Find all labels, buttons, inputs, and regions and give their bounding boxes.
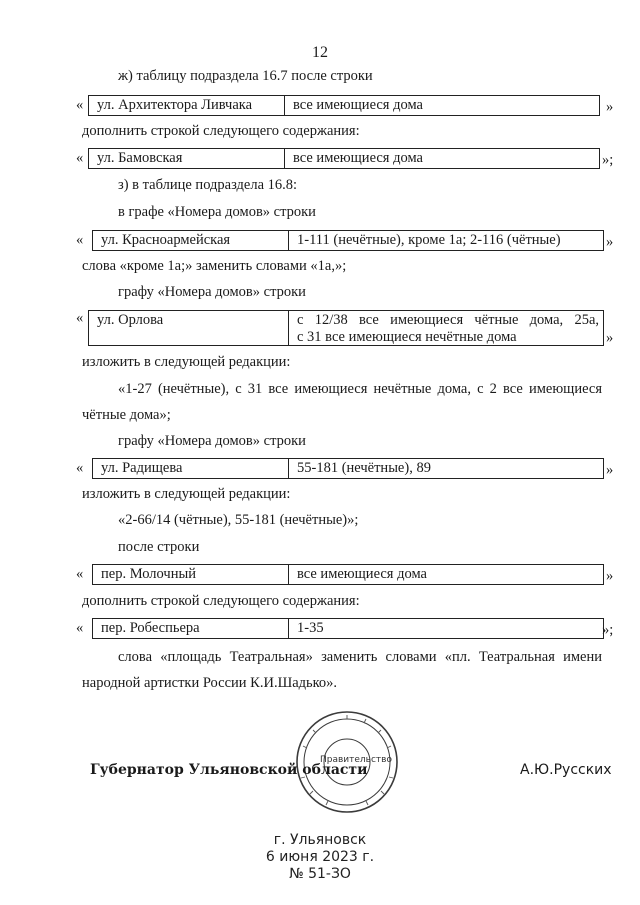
quote-open: « <box>76 460 84 476</box>
table-row <box>76 310 614 346</box>
quote-open: « <box>76 232 84 248</box>
quote-close: » <box>606 568 614 584</box>
quote-close: » <box>606 99 614 115</box>
table-row <box>76 564 614 584</box>
quote-open: « <box>76 620 84 636</box>
para-replace-1: слова «кроме 1а;» заменить словами «1а,»; <box>82 258 347 274</box>
quote-open: « <box>76 310 84 326</box>
street-table <box>92 564 604 585</box>
para-new-text-1a: «1-27 (нечётные), с 31 все имеющиеся нечётные дома, с 2 все имеющиеся <box>118 381 602 397</box>
street-table <box>88 310 604 346</box>
para-graf-2: графу «Номера домов» строки <box>118 284 306 300</box>
para-zh-intro: ж) таблицу подраздела 16.7 после строки <box>118 68 373 84</box>
quote-close: » <box>606 330 614 346</box>
quote-open: « <box>76 97 84 113</box>
para-edit-1: изложить в следующей редакции: <box>82 354 291 370</box>
street-table <box>92 618 604 639</box>
quote-open: « <box>76 566 84 582</box>
quote-close: »; <box>602 152 614 168</box>
table-row <box>76 148 614 168</box>
signature-name: А.Ю.Русских <box>520 762 612 778</box>
houses-cell: все имеющиеся дома <box>297 566 427 582</box>
houses-line-2: с 31 все имеющиеся нечётные дома <box>297 329 517 345</box>
houses-cell <box>289 311 603 345</box>
houses-cell: все имеющиеся дома <box>293 150 423 166</box>
street-table <box>88 95 600 116</box>
para-graf-3: графу «Номера домов» строки <box>118 433 306 449</box>
para-new-text-1b: чётные дома»; <box>82 407 171 423</box>
table-row <box>76 95 614 115</box>
para-final-b: народной артистки России К.И.Шадько». <box>82 675 338 691</box>
footer-number: № 51-ЗО <box>289 866 351 882</box>
street-cell: пер. Робеспьера <box>93 619 289 638</box>
quote-open: « <box>76 150 84 166</box>
street-table <box>92 458 604 479</box>
para-add-line-1: дополнить строкой следующего содержания: <box>82 123 360 139</box>
street-cell: ул. Бамовская <box>89 149 285 168</box>
para-after-row: после строки <box>118 539 200 555</box>
stamp-text: Правительство <box>320 755 392 765</box>
street-cell: ул. Красноармейская <box>93 231 289 250</box>
para-add-line-2: дополнить строкой следующего содержания: <box>82 593 360 609</box>
para-z-intro: з) в таблице подраздела 16.8: <box>118 177 298 193</box>
para-new-text-2: «2-66/14 (чётные), 55-181 (нечётные)»; <box>118 512 359 528</box>
quote-close: »; <box>602 622 614 638</box>
para-edit-2: изложить в следующей редакции: <box>82 486 291 502</box>
quote-close: » <box>606 234 614 250</box>
table-row <box>76 230 614 250</box>
footer-date: 6 июня 2023 г. <box>265 849 375 865</box>
street-table <box>92 230 604 251</box>
table-row <box>76 618 614 638</box>
signature-position: Губернатор Ульяновской области <box>90 762 368 778</box>
quote-close: » <box>606 462 614 478</box>
street-cell: пер. Молочный <box>93 565 289 584</box>
houses-cell: 55-181 (нечётные), 89 <box>297 460 431 476</box>
houses-line-1: с 12/38 все имеющиеся чётные дома, 25а, <box>297 312 599 328</box>
houses-cell: все имеющиеся дома <box>293 97 423 113</box>
street-cell: ул. Архитектора Ливчака <box>89 96 285 115</box>
footer-city: г. Ульяновск <box>273 832 367 848</box>
para-final-a: слова «площадь Театральная» заменить словами «пл. Театральная имени <box>118 649 602 665</box>
street-cell: ул. Радищева <box>93 459 289 478</box>
street-table <box>88 148 600 169</box>
para-graf-1: в графе «Номера домов» строки <box>118 204 316 220</box>
page-number: 12 <box>312 44 328 61</box>
street-cell: ул. Орлова <box>89 311 289 345</box>
table-row <box>76 458 614 478</box>
houses-cell: 1-111 (нечётные), кроме 1а; 2-116 (чётные) <box>297 232 561 248</box>
houses-cell: 1-35 <box>297 620 324 636</box>
